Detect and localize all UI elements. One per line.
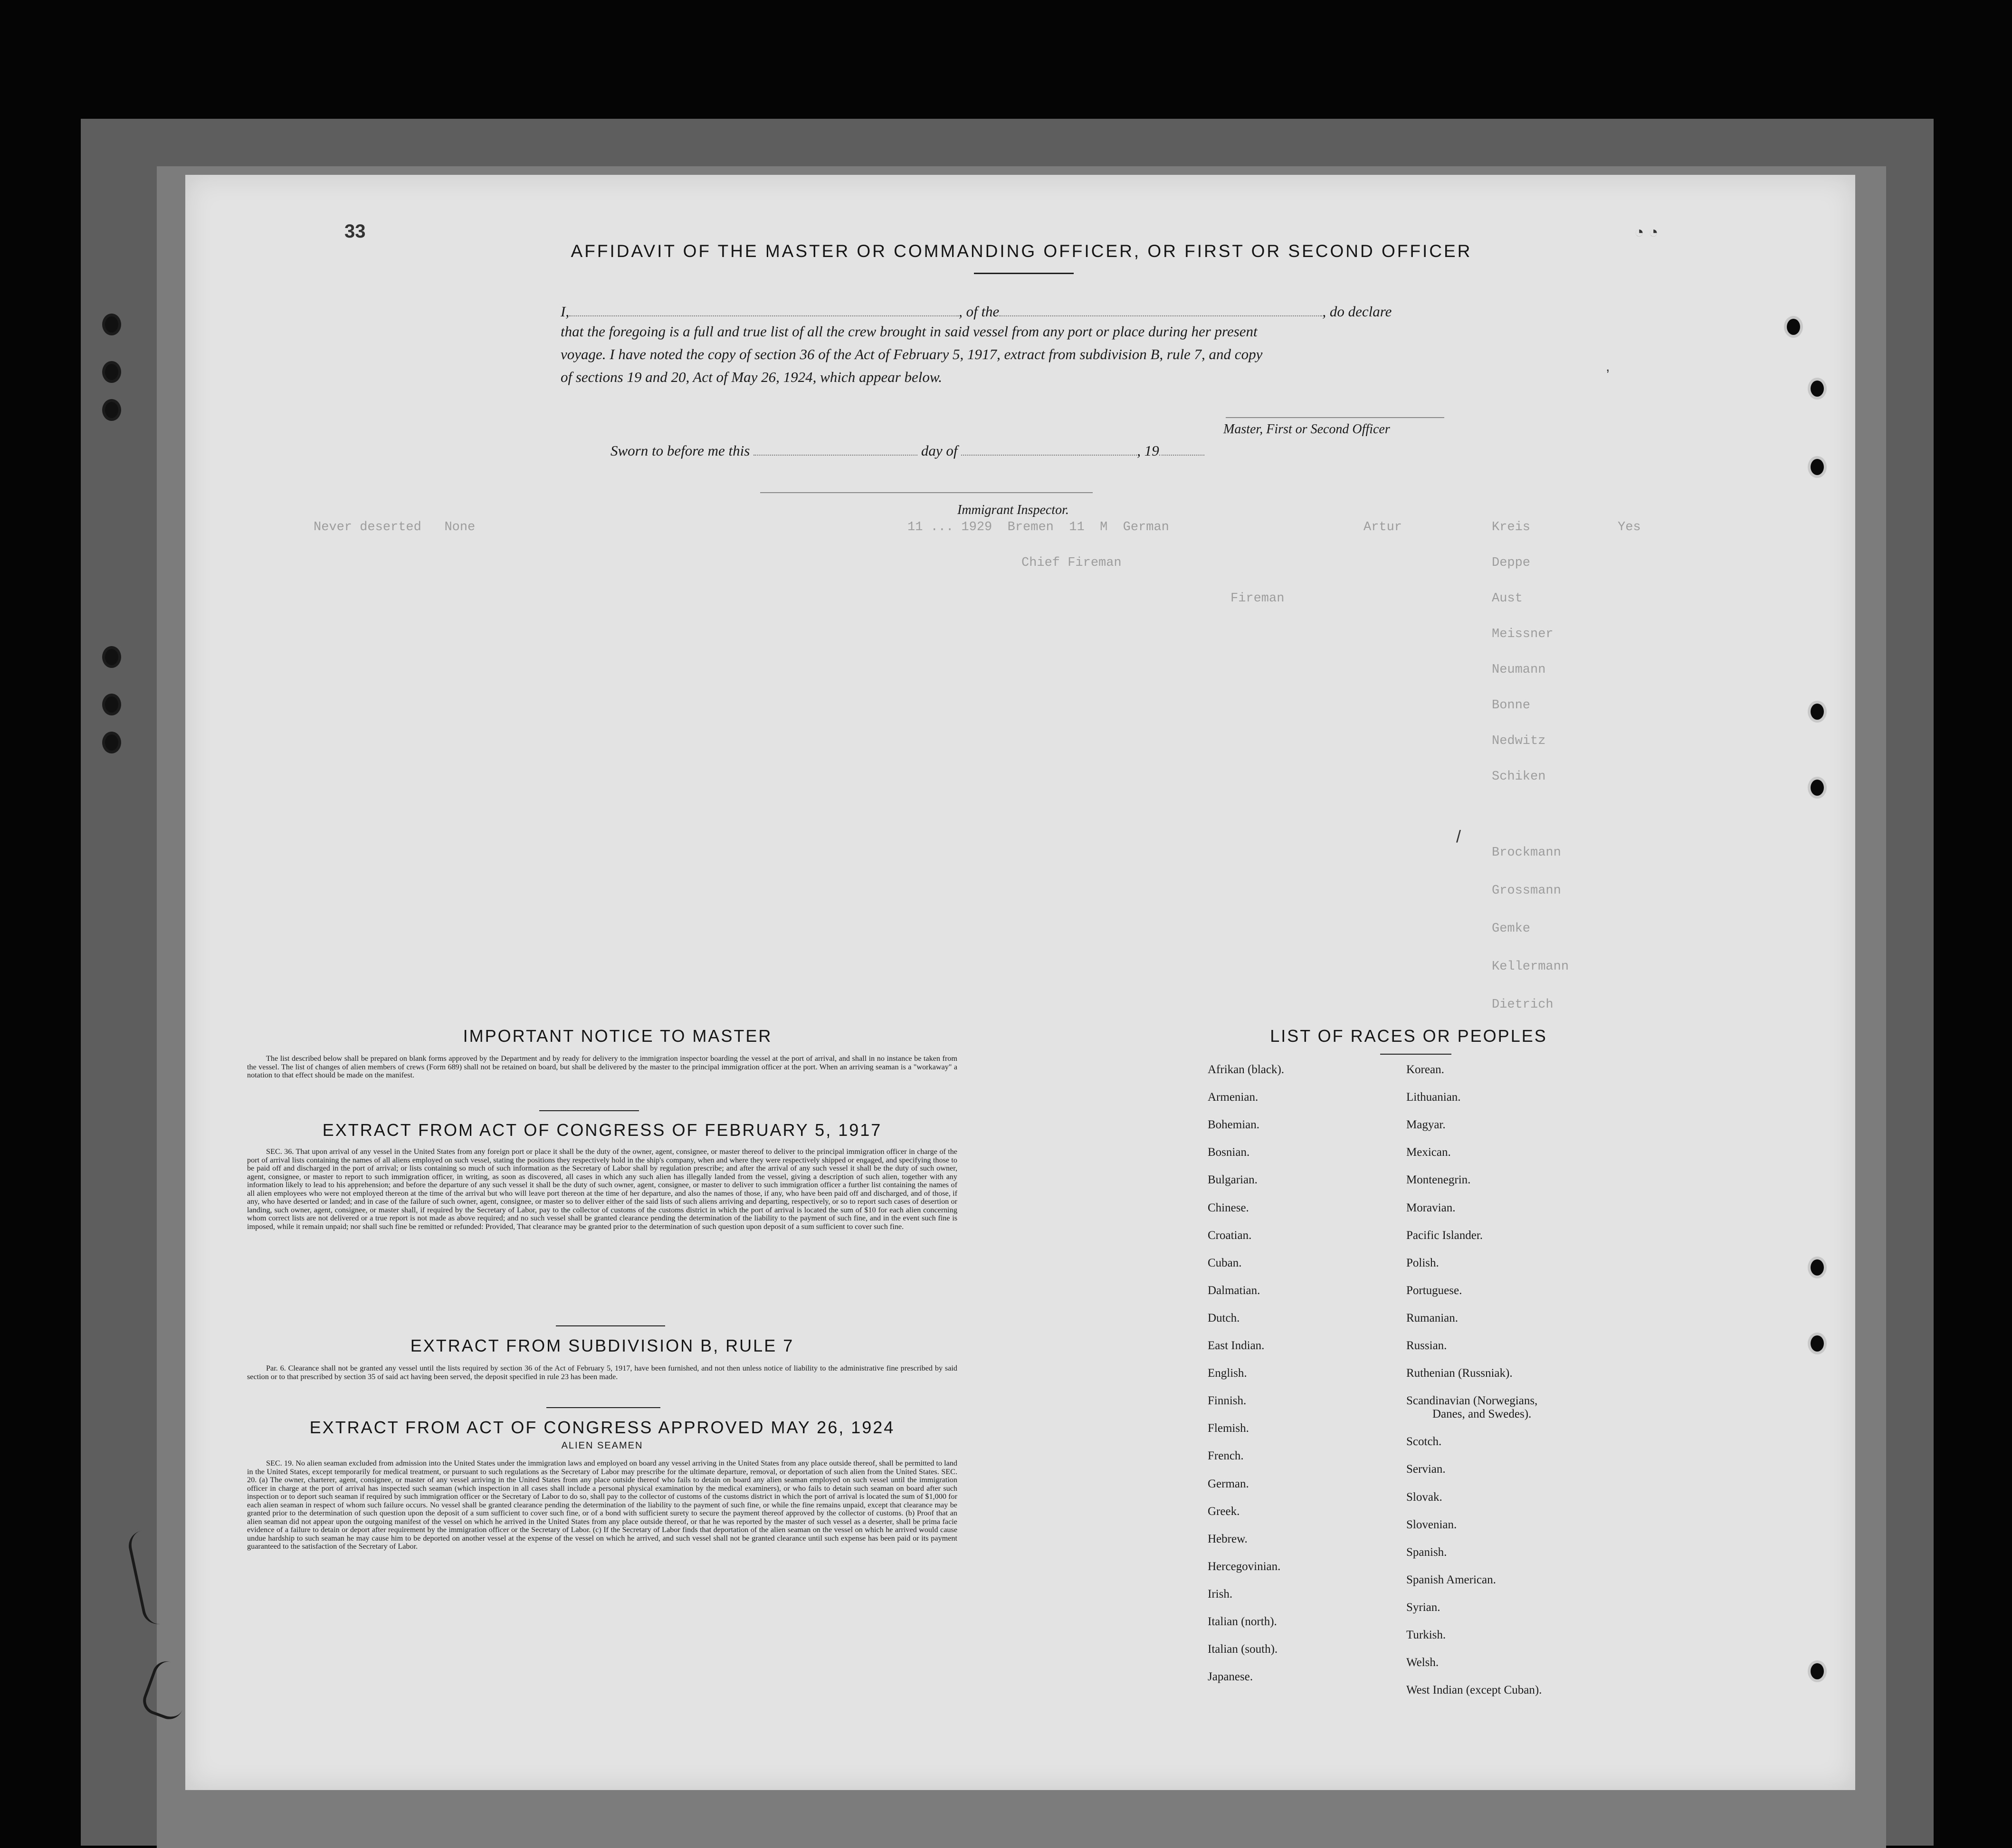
race-item: Cuban.: [1208, 1256, 1242, 1269]
race-item: West Indian (except Cuban).: [1406, 1684, 1542, 1697]
bleed-through-text: Gemke: [1492, 922, 1531, 936]
affidavit-line3: voyage. I have noted the copy of section 36 of the Act of February 5, 1917, extract from subdivision B, rule 7, and copy: [561, 346, 1263, 362]
race-item: Slovenian.: [1406, 1518, 1457, 1531]
bleed-through-text: Neumann: [1492, 663, 1546, 677]
sworn-day-blank[interactable]: [753, 455, 917, 456]
rule7-body: Par. 6. Clearance shall not be granted any vessel until the lists required by section 36 of the Act of February 5, 1917, have been furnished, and not then unless notice of liability to the administrative fine prescribed by said section or to that prescribed by section 35 of said act having been served, the deposit specified in rule 23 has been made.: [247, 1364, 957, 1381]
races-divider: [1380, 1054, 1451, 1055]
race-item: Scandinavian (Norwegians,: [1406, 1394, 1538, 1408]
race-item: Pacific Islander.: [1406, 1229, 1483, 1242]
affidavit-line1: [561, 300, 1487, 323]
bleed-through-text: Nedwitz: [1492, 734, 1546, 748]
race-item: Mexican.: [1406, 1146, 1451, 1159]
bleed-through-text: Grossmann: [1492, 884, 1561, 898]
race-item: Danes, and Swedes).: [1432, 1408, 1532, 1421]
notice-body: The list described below shall be prepared on blank forms approved by the Department and by ready for delivery to the immigration inspector boarding the vessel at the port of arrival, and shall in no instance be taken from the vessel. The list of changes of alien members of crews (Form 689) shall not be retained on board, but shall be delivered by the master to the principal immigration officer at the port. When an arriving seaman is a "workaway" a notation to that effect should be made on the manifest.: [247, 1054, 957, 1079]
race-item: Magyar.: [1406, 1118, 1446, 1132]
punch-hole: [102, 732, 121, 753]
inspector-label: Immigrant Inspector.: [957, 503, 1069, 517]
extract-1917-title: EXTRACT FROM ACT OF CONGRESS OF FEBRUARY 5, 1917: [322, 1120, 882, 1140]
race-item: Polish.: [1406, 1256, 1439, 1269]
master-name-blank[interactable]: [569, 315, 959, 316]
inspector-signature-line: [760, 492, 1093, 493]
bleed-through-text: Fireman: [1230, 591, 1285, 606]
bleed-through-text: Schiken: [1492, 770, 1546, 784]
extract-1924-body: SEC. 19. No alien seaman excluded from admission into the United States under the immigration laws and employed on board any vessel arriving in the United States from any place outside thereof, shall be permitted to land in the United States, except temporarily for medical treatment, or pursuant to such regulations as the Secretary of Labor may prescribe for the ultimate departure, removal, or deportation of such alien from the United States. SEC. 20. (a) The owner, charterer, agent, consignee, or master of any vessel arriving in the United States from any place outside thereof who fails to detain on board any alien seaman employed on such vessel until the immigration officer in charge at the port of arrival has inspected such seaman (which inspection in all cases shall include a personal physical examination by the medical examiners), or who fails to detain such seaman on board after such inspection or to deport such seaman if required by such immigration officer or the Secretary of Labor to do so, shall pay to the collector of customs of the customs district in which the port of arrival is located the sum of $1,000 for each alien seaman in respect of whom such failure occurs. No vessel shall be granted clearance pending the determination of the liability to the payment of such fine, or while the fine remains unpaid, except that clearance may be granted prior to the determination of such question upon the deposit of a sum sufficient to cover such fine, or of a bond with sufficient surety to secure the payment thereof approved by the collector of customs. (b) Proof that an alien seaman did not appear upon the outgoing manifest of the vessel on which he arrived in the United States from any place outside thereof, or that he was reported by the master of such vessel as a deserter, shall be prima facie evidence of a failure to detain or deport after requirement by the immigration officer or the Secretary of Labor. (c) If the Secretary of Labor finds that deportation of the alien seaman on the vessel on which he arrived would cause undue hardship to such seaman he may cause him to be deported on another vessel at the expense of the vessel on which he arrived, and such vessel shall not be granted clearance until such expense has been paid or its payment guaranteed to the satisfaction of the Secretary of Labor.: [247, 1459, 957, 1551]
punch-hole: [1808, 378, 1827, 400]
pencil-mark: ,: [1606, 359, 1610, 374]
punch-hole: [1808, 701, 1827, 723]
race-item: Bohemian.: [1208, 1118, 1260, 1132]
race-item: Armenian.: [1208, 1091, 1259, 1104]
punch-hole: [1808, 1257, 1827, 1278]
bleed-through-text: Bonne: [1492, 698, 1531, 713]
pencil-mark: /: [1456, 827, 1461, 846]
page-number: 33: [344, 221, 366, 242]
race-item: Montenegrin.: [1406, 1173, 1471, 1187]
sworn-year-blank[interactable]: [1159, 455, 1204, 456]
race-item: Servian.: [1406, 1463, 1446, 1476]
race-item: Irish.: [1208, 1587, 1233, 1600]
vessel-name-blank[interactable]: [999, 315, 1322, 316]
bleed-through-text: Deppe: [1492, 556, 1531, 570]
bleed-through-text: Dietrich: [1492, 998, 1554, 1012]
bleed-through-text: Kellermann: [1492, 960, 1569, 974]
race-item: East Indian.: [1208, 1339, 1265, 1352]
race-item: Spanish American.: [1406, 1573, 1496, 1586]
affidavit-i-label: I,: [561, 303, 570, 320]
punch-hole: [102, 399, 121, 421]
race-item: Bulgarian.: [1208, 1173, 1258, 1187]
day-of-label: day of: [921, 442, 958, 459]
race-item: Portuguese.: [1406, 1284, 1462, 1297]
master-signature-label: Master, First or Second Officer: [1223, 422, 1390, 437]
race-item: Chinese.: [1208, 1201, 1249, 1214]
bleed-through-text: Yes: [1618, 520, 1641, 534]
bleed-through-text: Chief Fireman: [1021, 556, 1122, 570]
race-item: Scotch.: [1406, 1435, 1442, 1448]
section-divider: [539, 1110, 639, 1111]
sworn-month-blank[interactable]: [961, 455, 1137, 456]
section-divider: [546, 1407, 660, 1408]
race-item: Flemish.: [1208, 1422, 1249, 1435]
punch-hole: [1808, 456, 1827, 478]
race-item: Rumanian.: [1406, 1311, 1459, 1324]
race-item: Turkish.: [1406, 1629, 1446, 1641]
rule7-title: EXTRACT FROM SUBDIVISION B, RULE 7: [410, 1336, 794, 1355]
race-item: Finnish.: [1208, 1394, 1247, 1408]
section-divider: [556, 1325, 665, 1326]
race-item: Dutch.: [1208, 1311, 1240, 1324]
race-item: French.: [1208, 1449, 1244, 1463]
extract-1924-title: EXTRACT FROM ACT OF CONGRESS APPROVED MAY 26, 1924: [309, 1418, 895, 1437]
race-item: Croatian.: [1208, 1229, 1252, 1242]
affidavit-of-the: , of the: [959, 303, 1000, 320]
punch-hole: [1808, 777, 1827, 799]
punch-hole: [1808, 1333, 1827, 1354]
races-title: LIST OF RACES OR PEOPLES: [1270, 1026, 1547, 1046]
race-item: Greek.: [1208, 1505, 1240, 1518]
race-item: Syrian.: [1406, 1600, 1440, 1614]
race-item: Slovak.: [1406, 1490, 1442, 1504]
punch-hole: [102, 361, 121, 383]
race-item: Ruthenian (Russniak).: [1406, 1367, 1513, 1380]
bleed-through-text: 11 ... 1929 Bremen 11 M German: [907, 520, 1169, 534]
year-label: , 19: [1137, 442, 1159, 459]
extract-1924-subtitle: ALIEN SEAMEN: [561, 1440, 643, 1451]
race-item: Spanish.: [1406, 1545, 1447, 1559]
punch-hole: [1808, 1660, 1827, 1682]
affidavit-do-declare: , do declare: [1322, 303, 1392, 320]
bleed-through-text: Meissner: [1492, 627, 1554, 641]
pencil-mark: ◔ ◔: [1634, 223, 1659, 241]
bleed-through-text: Brockmann: [1492, 846, 1561, 860]
bleed-through-text: Artur: [1364, 520, 1402, 534]
bleed-through-text: Kreis: [1492, 520, 1531, 534]
punch-hole: [102, 314, 121, 335]
sworn-label: Sworn to before me this: [610, 442, 750, 459]
title-divider: [974, 273, 1074, 274]
race-item: Hercegovinian.: [1208, 1560, 1281, 1573]
punch-hole: [1784, 316, 1803, 338]
sworn-line: [610, 439, 1323, 462]
affidavit-title: AFFIDAVIT OF THE MASTER OR COMMANDING OFFICER, OR FIRST OR SECOND OFFICER: [571, 241, 1472, 261]
race-item: Italian (north).: [1208, 1615, 1277, 1628]
race-item: German.: [1208, 1477, 1249, 1490]
race-item: Bosnian.: [1208, 1146, 1250, 1159]
race-item: Korean.: [1406, 1063, 1444, 1076]
bleed-through-text: Aust: [1492, 591, 1523, 606]
extract-1917-body: SEC. 36. That upon arrival of any vessel in the United States from any foreign port or place it shall be the duty of the owner, agent, consignee, or master thereof to deliver to the principal immigration officer in charge of the port of arrival lists containing the names of all aliens employed on such vessel, stating the positions they respectively hold in the ship's company, when and where they were respectively shipped or engaged, and specifying those to be paid off and discharged in the port of arrival; or lists containing so much of such information as the Secretary of Labor shall by regulation prescribe; and after the arrival of any such vessel it shall be the duty of such owner, agent, consignee, or master to report to such immigration officer, in writing, as soon as discovered, all cases in which any such alien has illegally landed from the vessel, giving a description of such alien, together with any information likely to lead to his apprehension; and before the departure of any such vessel it shall be the duty of such owner, agent, consignee, or master to deliver to such immigration officer a further list containing the names of all alien employees who were not employed thereon at the time of the arrival but who will leave port thereon at the time of her departure, and also the names of those, if any, who have been paid off and discharged, and of those, if any, who have deserted or landed; and in case of the failure of such owner, agent, consignee, or master so to deliver either of the said lists of such aliens arriving and departing, respectively, or so to report such cases of desertion or landing, such owner, agent, consignee, or master shall, if required by the Secretary of Labor, pay to the collector of customs of the customs district in which the port of arrival is located the sum of $10 for each alien concerning whom correct lists are not delivered or a true report is not made as above required; and no such vessel shall be granted clearance pending the determination of the liability to the payment of such fine, and in the event such fine is imposed, while it remain unpaid; nor shall such fine be remitted or refunded: Provided, That clearance may be granted prior to the determination of such question upon deposit of a sum sufficient to cover such fine.: [247, 1147, 957, 1231]
race-item: Moravian.: [1406, 1201, 1456, 1214]
race-item: English.: [1208, 1367, 1247, 1380]
notice-title: IMPORTANT NOTICE TO MASTER: [463, 1026, 772, 1046]
bleed-through-text: Never deserted None: [314, 520, 476, 534]
race-item: Hebrew.: [1208, 1532, 1248, 1545]
race-item: Afrikan (black).: [1208, 1063, 1285, 1076]
race-item: Dalmatian.: [1208, 1284, 1260, 1297]
punch-hole: [102, 694, 121, 715]
race-item: Italian (south).: [1208, 1643, 1278, 1656]
race-item: Welsh.: [1406, 1656, 1439, 1669]
affidavit-line4: of sections 19 and 20, Act of May 26, 1924, which appear below.: [561, 369, 943, 385]
punch-hole: [102, 646, 121, 668]
race-item: Russian.: [1406, 1339, 1447, 1352]
race-item: Lithuanian.: [1406, 1091, 1461, 1104]
race-item: Japanese.: [1208, 1670, 1253, 1684]
affidavit-line2: that the foregoing is a full and true list of all the crew brought in said vessel from any port or place during her present: [561, 323, 1258, 340]
